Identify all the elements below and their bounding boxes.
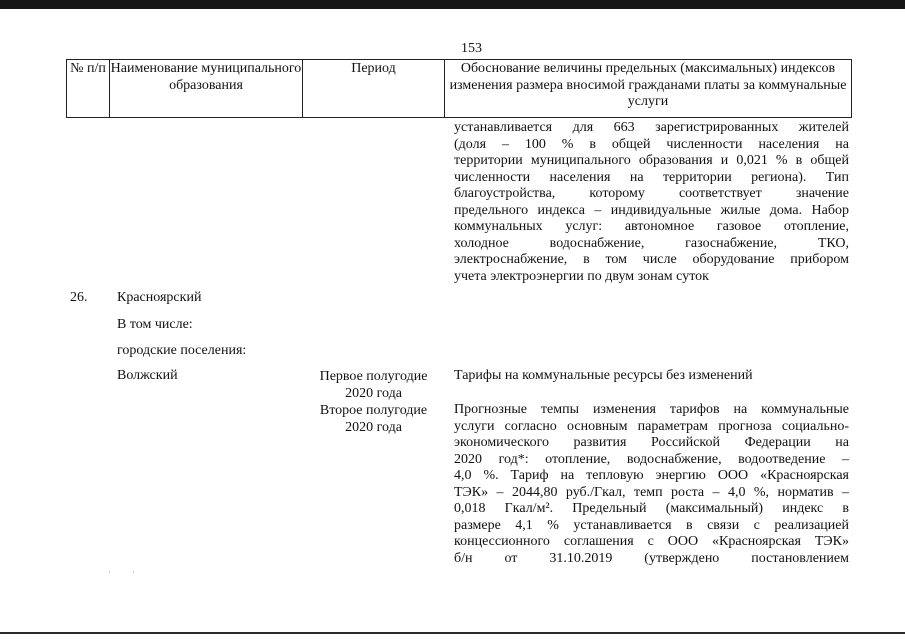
text-line: территории муниципального образования и 0,021 % в общей xyxy=(454,153,849,168)
scan-speck: · xyxy=(132,568,135,577)
header-period: Период xyxy=(351,61,396,76)
period-line: 2020 года xyxy=(345,420,402,435)
text-line: 4,0 %. Тариф на тепловую энергию ООО «Красноярская xyxy=(454,468,849,483)
table-header-bottom-rule xyxy=(66,117,852,118)
urban-settlements-label: городские поселения: xyxy=(117,343,247,358)
continuation-paragraph xyxy=(454,120,849,285)
period-line: 2020 года xyxy=(345,386,402,401)
bottom-border-bar xyxy=(0,632,905,634)
first-half-basis: Тарифы на коммунальные ресурсы без изменений xyxy=(454,368,753,383)
page-number: 153 xyxy=(461,41,482,56)
text-line: услуги согласно основным параметрам прогноза социально- xyxy=(454,418,849,434)
table-top-rule xyxy=(66,59,852,60)
text-line: предельного индекса – индивидуальные жилые дома. Набор xyxy=(454,202,849,218)
text-line: б/н от 31.10.2019 (утверждено постановлением xyxy=(454,550,849,566)
text-line: благоустройства, которому соответствует значение xyxy=(454,186,849,201)
text-line: устанавливается для 663 зарегистрированных жителей xyxy=(454,120,849,135)
period-second-half xyxy=(303,402,444,436)
top-border-bar xyxy=(0,0,905,9)
text-line: размере 4,1 % устанавливается в связи с реализацией xyxy=(454,517,849,533)
scan-speck: · xyxy=(108,568,111,577)
header-basis: Обоснование величины предельных (максимальных) индексов изменения размера вносимой гражданами платы за коммунальные услуги xyxy=(449,61,847,109)
header-number: № п/п xyxy=(70,61,106,76)
text-line: (доля – 100 % в общей численности населения на xyxy=(454,136,849,152)
text-line: экономического развития Российской Федерации на xyxy=(454,435,849,450)
period-first-half xyxy=(303,368,444,402)
text-line: 2020 год*: отопление, водоснабжение, водоотведение – xyxy=(454,451,849,467)
period-line: Второе полугодие xyxy=(319,403,428,418)
text-line: коммунальных услуг: автономное газовое отопление, xyxy=(454,219,849,234)
settlement-name: Волжский xyxy=(117,368,178,383)
header-name: Наименование муниципального образования xyxy=(110,61,302,93)
text-line: Прогнозные темпы изменения тарифов на коммунальные xyxy=(454,402,849,417)
row-number: 26. xyxy=(70,290,88,305)
including-label: В том числе: xyxy=(117,317,193,332)
text-line: ТЭК» – 2044,80 руб./Гкал, темп роста – 4,0 %, норматив – xyxy=(454,484,849,500)
municipality-name: Красноярский xyxy=(117,290,202,305)
column-divider xyxy=(851,59,852,118)
second-half-basis xyxy=(454,402,849,567)
text-line: 0,018 Гкал/м². Предельный (максимальный) индекс в xyxy=(454,501,849,516)
text-line: учета электроэнергии по двум зонам суток xyxy=(454,268,709,284)
text-line: численности населения на территории региона). Тип xyxy=(454,169,849,185)
text-line: концессионного соглашения с ООО «Красноярская ТЭК» xyxy=(454,534,849,549)
text-line: холодное водоснабжение, газоснабжение, ТКО, xyxy=(454,235,849,251)
text-line: электроснабжение, в том числе оборудование прибором xyxy=(454,252,849,267)
period-line: Первое полугодие xyxy=(319,369,428,384)
